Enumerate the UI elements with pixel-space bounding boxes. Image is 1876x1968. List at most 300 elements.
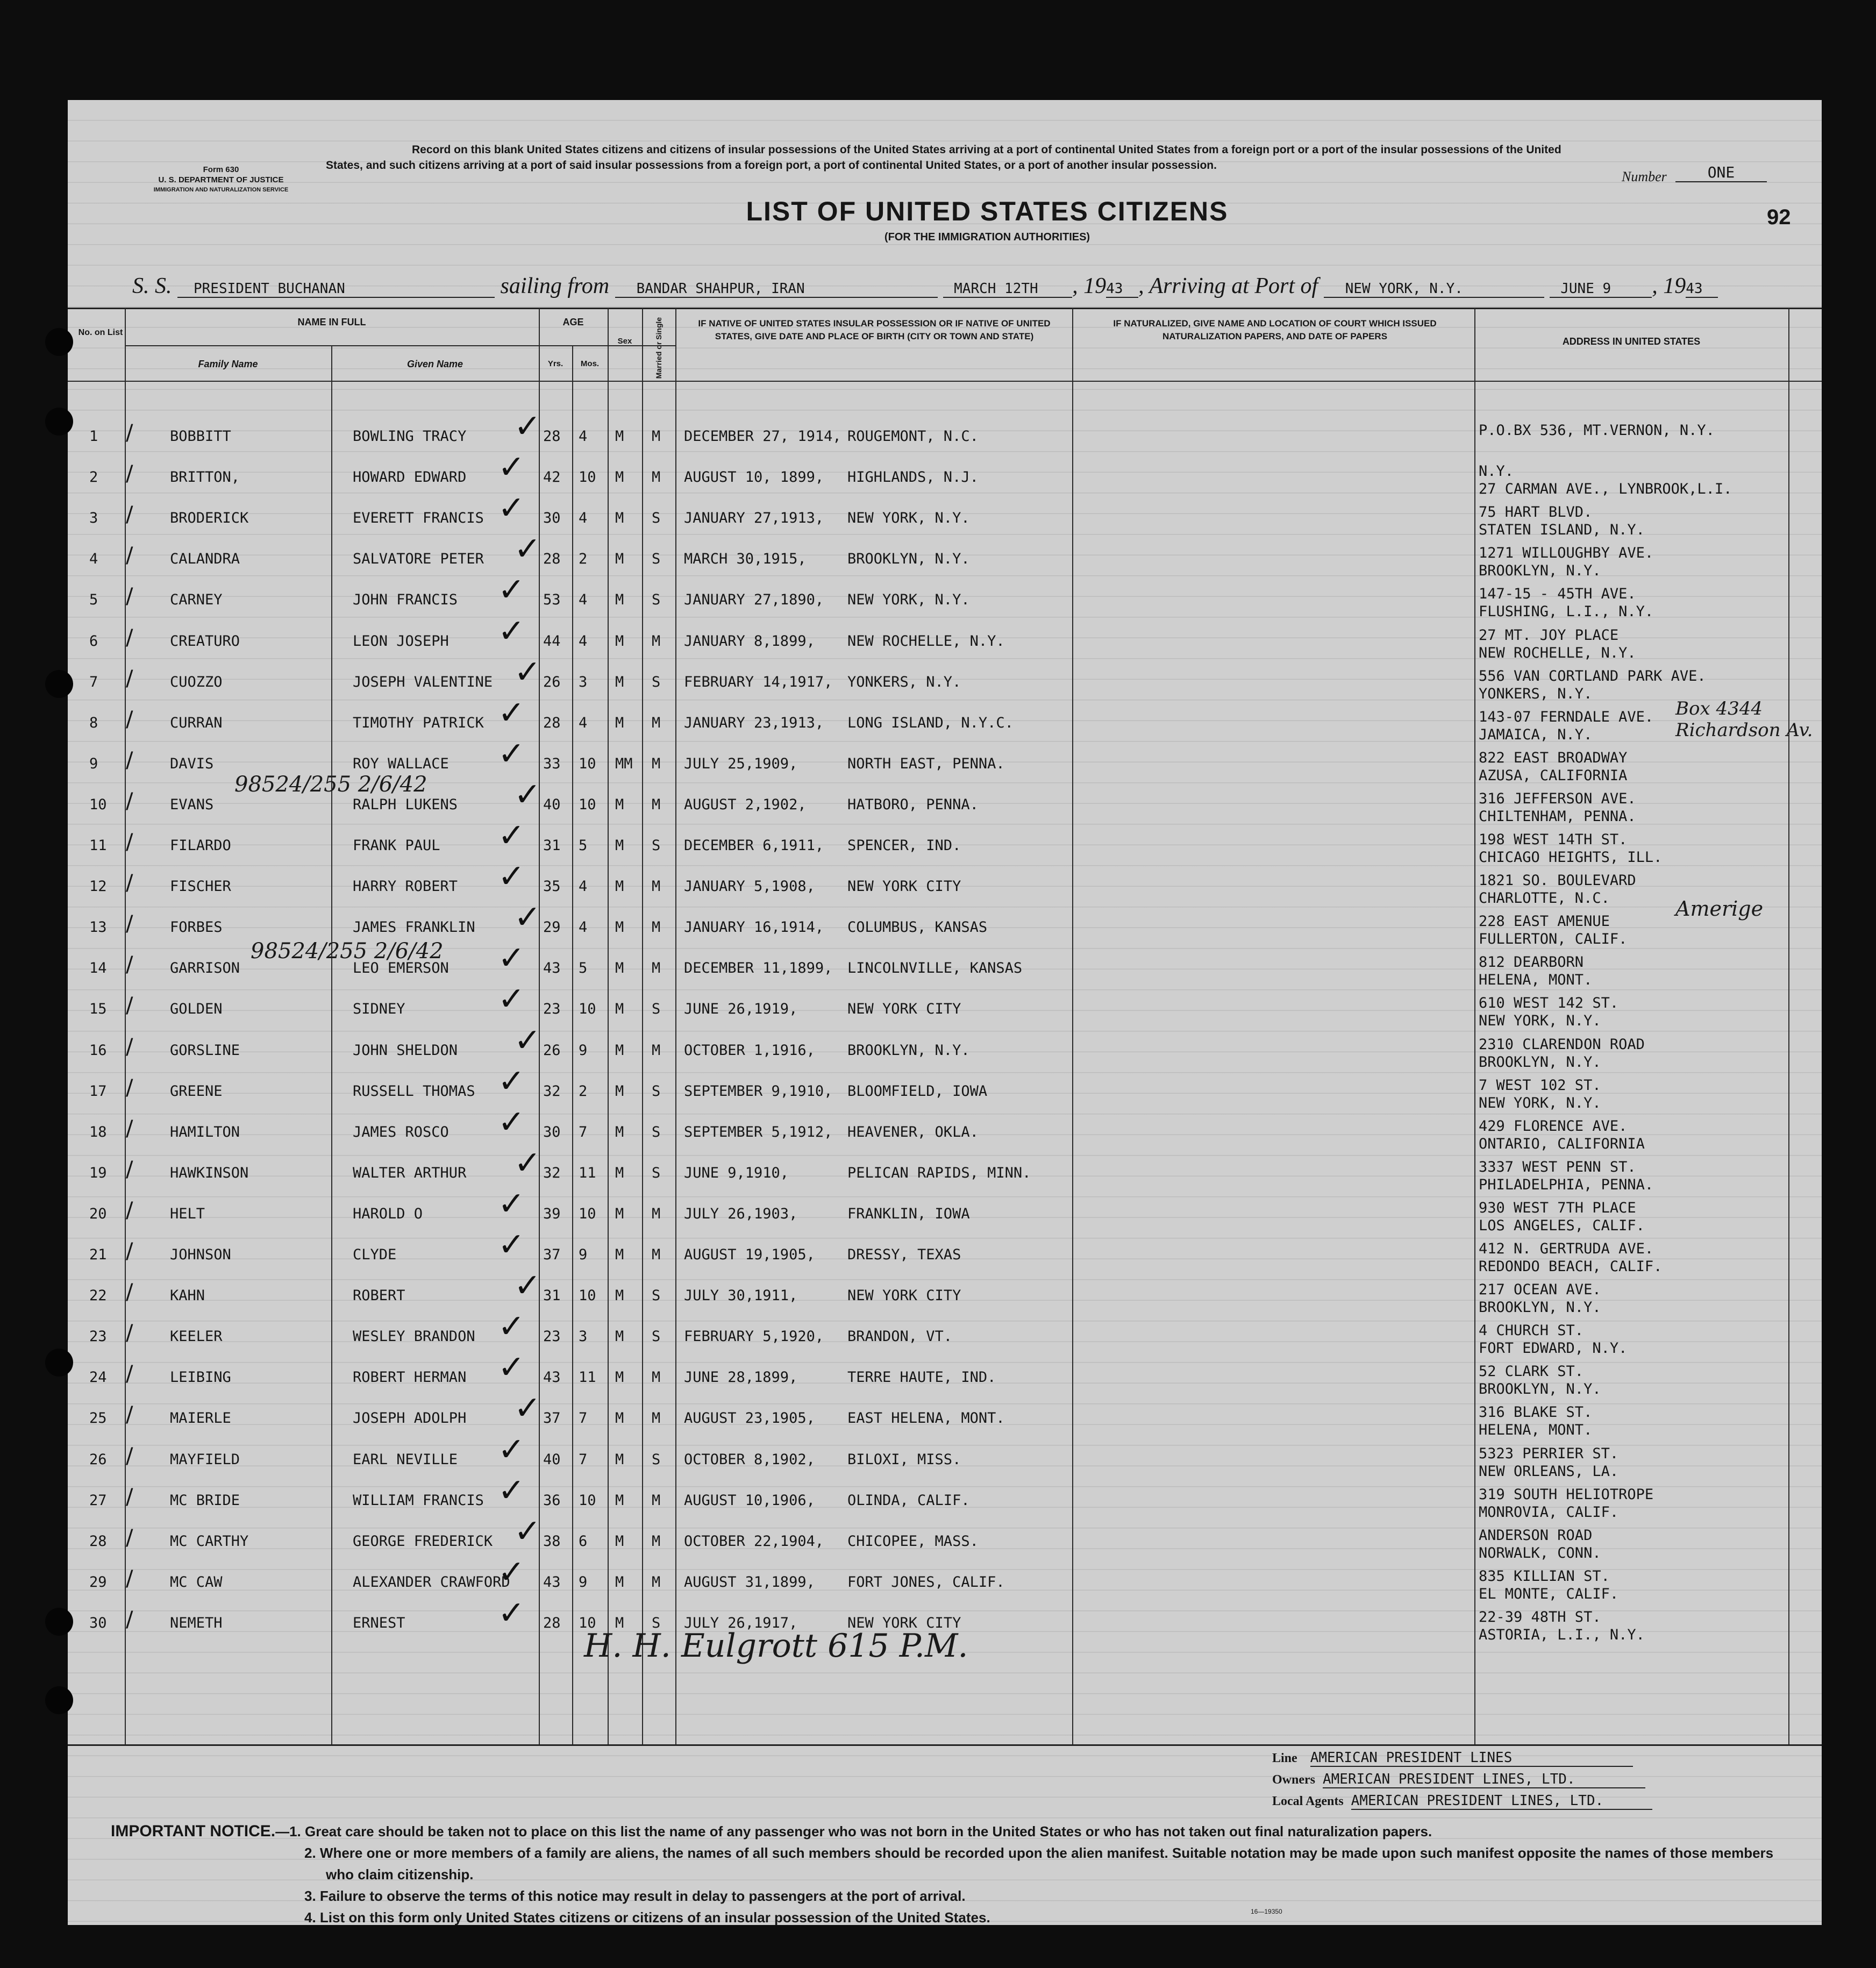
verification-check-icon: ✓ <box>514 653 541 691</box>
address <box>1479 422 1715 439</box>
age-years: 35 <box>543 878 561 895</box>
birth-date: FEBRUARY 14,1917, <box>684 673 833 690</box>
given-name: LEO EMERSON <box>353 960 449 977</box>
voyage-line: S. S. PRESIDENT BUCHANAN sailing from BANDAR SHAHPUR, IRAN MARCH 12TH , 1943 , Arriving at Port of NEW YORK, N.Y. JUNE 9 , 1943 <box>132 273 1718 305</box>
given-name: WILLIAM FRANCIS <box>353 1492 484 1509</box>
notice-item: 3. Failure to observe the terms of this notice may result in delay to passengers at the port of arrival. <box>304 1888 966 1904</box>
birth-date: OCTOBER 22,1904, <box>684 1532 824 1550</box>
address <box>1479 1117 1645 1153</box>
sex: M <box>615 1573 624 1591</box>
verification-check-icon: ✓ <box>498 448 525 487</box>
sex: M <box>615 1082 624 1100</box>
address-line-1: 4 CHURCH ST. <box>1479 1322 1584 1339</box>
row-number: 9 <box>89 755 98 772</box>
row-number: 12 <box>89 878 107 895</box>
age-years: 44 <box>543 632 561 650</box>
birth-place: HEAVENER, OKLA. <box>847 1123 979 1140</box>
page-subtitle: (FOR THE IMMIGRATION AUTHORITIES) <box>884 231 1090 243</box>
birth-date: JANUARY 8,1899, <box>684 632 815 650</box>
age-years: 26 <box>543 673 561 690</box>
row-tick-mark: / <box>126 1197 133 1223</box>
row-number: 8 <box>89 714 98 731</box>
arrival-year: 43 <box>1686 281 1718 298</box>
form-dept: U. S. DEPARTMENT OF JUSTICE <box>158 175 284 184</box>
age-months: 10 <box>579 1492 596 1509</box>
sex: M <box>615 1451 624 1468</box>
age-months: 5 <box>579 837 588 854</box>
family-name: CARNEY <box>170 591 223 609</box>
family-name: BRITTON, <box>170 469 240 486</box>
age-months: 4 <box>579 919 588 936</box>
verification-check-icon: ✓ <box>514 1267 541 1305</box>
row-tick-mark: / <box>126 1607 133 1632</box>
age-years: 28 <box>543 714 561 731</box>
family-name: MC BRIDE <box>170 1492 240 1509</box>
col-header-mos: Mos. <box>580 359 600 368</box>
page-number: 92 <box>1767 205 1791 229</box>
verification-check-icon: ✓ <box>498 735 525 773</box>
marital-status: S <box>652 510 661 527</box>
address-line-2: FLUSHING, L.I., N.Y. <box>1479 603 1654 621</box>
address-line-1: 5323 PERRIER ST. <box>1479 1445 1619 1462</box>
address <box>1479 912 1627 948</box>
given-name: HAROLD O <box>353 1205 423 1222</box>
birth-place: EAST HELENA, MONT. <box>847 1410 1005 1427</box>
family-name: MC CAW <box>170 1573 223 1591</box>
sex: M <box>615 469 624 486</box>
birth-place: NEW YORK CITY <box>847 878 961 895</box>
birth-place: BROOKLYN, N.Y. <box>847 1042 970 1059</box>
row-number: 4 <box>89 551 98 568</box>
sex: M <box>615 1001 624 1018</box>
age-months: 10 <box>579 469 596 486</box>
address-line-1: 2310 CLARENDON ROAD <box>1479 1036 1645 1053</box>
given-name: WESLEY BRANDON <box>353 1328 475 1345</box>
birth-place: HIGHLANDS, N.J. <box>847 469 979 486</box>
col-header-address: ADDRESS IN UNITED STATES <box>1562 336 1701 347</box>
birth-place: SPENCER, IND. <box>847 837 961 854</box>
marital-status: M <box>652 1246 661 1263</box>
given-name: JOSEPH ADOLPH <box>353 1410 467 1427</box>
row-tick-mark: / <box>126 707 133 732</box>
row-number: 6 <box>89 632 98 650</box>
row-number: 24 <box>89 1369 107 1386</box>
row-number: 26 <box>89 1451 107 1468</box>
address-line-1: 930 WEST 7TH PLACE <box>1479 1199 1636 1216</box>
marital-status: M <box>652 1205 661 1222</box>
birth-place: CHICOPEE, MASS. <box>847 1532 979 1550</box>
marital-status: S <box>652 1164 661 1181</box>
sex: M <box>615 1164 624 1181</box>
age-years: 36 <box>543 1492 561 1509</box>
family-name: HAWKINSON <box>170 1164 249 1181</box>
address-line-2: ASTORIA, L.I., N.Y. <box>1479 1626 1645 1643</box>
address <box>1479 1403 1592 1439</box>
verification-check-icon: ✓ <box>498 1062 525 1100</box>
address <box>1479 790 1636 825</box>
verification-check-icon: ✓ <box>498 1471 525 1509</box>
given-name: RALPH LUKENS <box>353 796 458 813</box>
birth-date: SEPTEMBER 5,1912, <box>684 1123 833 1140</box>
family-name: DAVIS <box>170 755 214 772</box>
row-tick-mark: / <box>126 543 133 568</box>
given-name: TIMOTHY PATRICK <box>353 714 484 731</box>
address-line-2: REDONDO BEACH, CALIF. <box>1479 1258 1663 1275</box>
address-line-2: NEW YORK, N.Y. <box>1479 1012 1601 1030</box>
birth-date: OCTOBER 8,1902, <box>684 1451 815 1468</box>
line-label: Line <box>1272 1751 1297 1765</box>
family-name: MAIERLE <box>170 1410 231 1427</box>
birth-place: BROOKLYN, N.Y. <box>847 551 970 568</box>
verification-check-icon: ✓ <box>514 1144 541 1182</box>
address-line-1: ANDERSON ROAD <box>1479 1527 1593 1544</box>
birth-place: BRANDON, VT. <box>847 1328 953 1345</box>
sex: M <box>615 1410 624 1427</box>
given-name: JOHN SHELDON <box>353 1042 458 1059</box>
important-notice <box>111 1821 1804 1928</box>
birth-place: BLOOMFIELD, IOWA <box>847 1082 988 1100</box>
age-years: 37 <box>543 1410 561 1427</box>
birth-place: ROUGEMONT, N.C. <box>847 428 979 445</box>
given-name: ROY WALLACE <box>353 755 449 772</box>
address-line-2: NORWALK, CONN. <box>1479 1544 1601 1561</box>
birth-place: FRANKLIN, IOWA <box>847 1205 970 1222</box>
age-months: 10 <box>579 1287 596 1304</box>
marital-status: S <box>652 551 661 568</box>
address <box>1479 994 1618 1030</box>
address <box>1479 872 1636 907</box>
marital-status: M <box>652 755 661 772</box>
form-number: Form 630 <box>203 165 239 174</box>
address <box>1479 1486 1653 1521</box>
birth-place: NORTH EAST, PENNA. <box>847 755 1005 772</box>
birth-place: NEW ROCHELLE, N.Y. <box>847 632 1005 650</box>
row-tick-mark: / <box>126 1361 133 1387</box>
family-name: JOHNSON <box>170 1246 231 1263</box>
row-tick-mark: / <box>126 871 133 896</box>
family-name: CALANDRA <box>170 551 240 568</box>
row-number: 21 <box>89 1246 107 1263</box>
birth-date: AUGUST 23,1905, <box>684 1410 815 1427</box>
evans-handwritten-note: 98524/255 2/6/42 <box>234 772 427 797</box>
marital-status: M <box>652 1532 661 1550</box>
row-tick-mark: / <box>126 461 133 487</box>
family-name: CREATURO <box>170 632 240 650</box>
birth-place: TERRE HAUTE, IND. <box>847 1369 996 1386</box>
sex: M <box>615 1287 624 1304</box>
row-number: 7 <box>89 673 98 690</box>
address-line-1: 316 BLAKE ST. <box>1479 1404 1593 1421</box>
birth-date: JUNE 9,1910, <box>684 1164 789 1181</box>
address <box>1479 1527 1601 1562</box>
address-line-1: 27 MT. JOY PLACE <box>1479 626 1619 644</box>
age-years: 28 <box>543 551 561 568</box>
address <box>1479 749 1627 785</box>
row-number: 13 <box>89 919 107 936</box>
form-identifier <box>132 165 310 195</box>
marital-status: M <box>652 796 661 813</box>
age-months: 3 <box>579 1328 588 1345</box>
age-years: 26 <box>543 1042 561 1059</box>
address <box>1479 1445 1618 1480</box>
row-number: 29 <box>89 1573 107 1591</box>
age-months: 3 <box>579 673 588 690</box>
address-line-2: HELENA, MONT. <box>1479 972 1593 989</box>
age-years: 31 <box>543 1287 561 1304</box>
age-years: 40 <box>543 1451 561 1468</box>
address <box>1479 462 1732 498</box>
address-line-2: BROOKLYN, N.Y. <box>1479 562 1601 580</box>
birth-date: AUGUST 10,1906, <box>684 1492 815 1509</box>
row-tick-mark: / <box>126 1402 133 1428</box>
number-value: ONE <box>1675 163 1767 182</box>
family-name: BRODERICK <box>170 510 249 527</box>
address-line-1: P.O.BX 536, MT.VERNON, N.Y. <box>1479 422 1715 439</box>
sex: M <box>615 1369 624 1386</box>
age-years: 28 <box>543 1614 561 1631</box>
address <box>1479 1567 1618 1603</box>
age-months: 10 <box>579 796 596 813</box>
marital-status: M <box>652 1042 661 1059</box>
birth-date: DECEMBER 11,1899, <box>684 960 833 977</box>
address-line-1: 1271 WILLOUGHBY AVE. <box>1479 545 1654 562</box>
row-tick-mark: / <box>126 1157 133 1182</box>
address-line-2: PHILADELPHIA, PENNA. <box>1479 1176 1654 1193</box>
sex: M <box>615 878 624 895</box>
sex: M <box>615 1205 624 1222</box>
given-name: ERNEST <box>353 1614 405 1631</box>
col-header-birth: IF NATIVE OF UNITED STATES INSULAR POSSESSION OR IF NATIVE OF UNITED STATES, GIVE DATE AND PLACE OF BIRTH (CITY OR TOWN AND STATE) <box>698 318 1051 341</box>
verification-check-icon: ✓ <box>498 817 525 854</box>
age-months: 4 <box>579 632 588 650</box>
address-line-2: NEW ROCHELLE, N.Y. <box>1479 644 1636 661</box>
age-years: 30 <box>543 1123 561 1140</box>
verification-check-icon: ✓ <box>498 858 525 896</box>
address-line-2: STATEN ISLAND, N.Y. <box>1479 522 1645 539</box>
age-years: 53 <box>543 591 561 609</box>
age-months: 7 <box>579 1451 588 1468</box>
family-name: MC CARTHY <box>170 1532 249 1550</box>
marital-status: M <box>652 878 661 895</box>
row-tick-mark: / <box>126 1280 133 1305</box>
row-tick-mark: / <box>126 420 133 445</box>
address <box>1479 544 1653 580</box>
sex: M <box>615 591 624 609</box>
row-tick-mark: / <box>126 747 133 773</box>
birth-place: NEW YORK CITY <box>847 1001 961 1018</box>
form-service: IMMIGRATION AND NATURALIZATION SERVICE <box>153 187 289 193</box>
row-tick-mark: / <box>126 502 133 527</box>
family-name: FILARDO <box>170 837 231 854</box>
birth-place: NEW YORK, N.Y. <box>847 591 970 609</box>
row-number: 25 <box>89 1410 107 1427</box>
given-name: JAMES FRANKLIN <box>353 919 475 936</box>
family-name: GARRISON <box>170 960 240 977</box>
row-number: 15 <box>89 1001 107 1018</box>
address-line-2: LOS ANGELES, CALIF. <box>1479 1217 1645 1234</box>
intro-text: Record on this blank United States citizens and citizens of insular possessions of the United States arriving at a port of continental United States from a foreign port or a port of the insular possessions of the United States, and such citizens arriving at a port of said insular possessions from a foreign port, a port of continental United States, or a port of another insular possession. <box>326 144 1561 172</box>
sex: M <box>615 1123 624 1140</box>
verification-check-icon: ✓ <box>498 1185 525 1223</box>
verification-check-icon: ✓ <box>498 612 525 650</box>
col-header-given: Given Name <box>406 359 463 369</box>
verification-check-icon: ✓ <box>498 1349 525 1387</box>
row-number: 1 <box>89 428 98 445</box>
age-years: 43 <box>543 960 561 977</box>
col-header-no: No. on List <box>78 328 123 337</box>
row-tick-mark: / <box>126 830 133 854</box>
departure-port: BANDAR SHAHPUR, IRAN <box>615 281 938 298</box>
marital-status: M <box>652 919 661 936</box>
marital-status: S <box>652 1287 661 1304</box>
birth-date: AUGUST 31,1899, <box>684 1573 815 1591</box>
owners-label: Owners <box>1272 1773 1315 1787</box>
birth-place: LINCOLNVILLE, KANSAS <box>847 960 1023 977</box>
birth-date: JANUARY 27,1913, <box>684 510 824 527</box>
given-name: HOWARD EDWARD <box>353 469 467 486</box>
arrival-date: JUNE 9 <box>1550 281 1652 298</box>
birth-place: NEW YORK, N.Y. <box>847 510 970 527</box>
birth-date: JULY 25,1909, <box>684 755 798 772</box>
address-line-2: JAMAICA, N.Y. <box>1479 726 1593 743</box>
address <box>1479 1240 1662 1275</box>
address-line-2: EL MONTE, CALIF. <box>1479 1585 1619 1602</box>
sex: M <box>615 1492 624 1509</box>
address <box>1479 626 1636 662</box>
birth-date: MARCH 30,1915, <box>684 551 807 568</box>
address-line-1: 75 HART BLVD. <box>1479 504 1593 521</box>
given-name: HARRY ROBERT <box>353 878 458 895</box>
notice-item: 2. Where one or more members of a family are aliens, the names of all such members should be recorded upon the alien manifest. Suitable notation may be made upon such manifest opposite the names of those members who claim citizenship. <box>304 1845 1774 1883</box>
age-years: 30 <box>543 510 561 527</box>
line-value: AMERICAN PRESIDENT LINES <box>1310 1750 1633 1767</box>
arrival-port: NEW YORK, N.Y. <box>1324 281 1544 298</box>
marital-status: S <box>652 591 661 609</box>
family-name: LEIBING <box>170 1369 231 1386</box>
given-name: EVERETT FRANCIS <box>353 510 484 527</box>
number-label: Number <box>1622 169 1667 184</box>
row-tick-mark: / <box>126 1484 133 1509</box>
family-name: FISCHER <box>170 878 231 895</box>
birth-date: JANUARY 5,1908, <box>684 878 815 895</box>
col-header-family: Family Name <box>198 359 258 369</box>
birth-date: JULY 26,1917, <box>684 1614 798 1631</box>
family-name: KEELER <box>170 1328 223 1345</box>
verification-check-icon: ✓ <box>498 571 525 609</box>
age-years: 23 <box>543 1328 561 1345</box>
address <box>1479 1199 1645 1235</box>
age-months: 4 <box>579 878 588 895</box>
sex: M <box>615 1532 624 1550</box>
row-tick-mark: / <box>126 952 133 978</box>
address-line-1: 429 FLORENCE AVE. <box>1479 1117 1628 1135</box>
row-number: 19 <box>89 1164 107 1181</box>
given-name: LEON JOSEPH <box>353 632 449 650</box>
verification-check-icon: ✓ <box>514 408 541 445</box>
age-years: 38 <box>543 1532 561 1550</box>
address-line-1: 198 WEST 14TH ST. <box>1479 831 1628 848</box>
verification-check-icon: ✓ <box>498 489 525 527</box>
address-line-1: 52 CLARK ST. <box>1479 1363 1584 1380</box>
forbes-address-correction: Amerige <box>1675 897 1764 921</box>
address-line-2: FORT EDWARD, N.Y. <box>1479 1340 1628 1357</box>
verification-check-icon: ✓ <box>498 1553 525 1591</box>
birth-place: LONG ISLAND, N.Y.C. <box>847 714 1014 731</box>
row-tick-mark: / <box>126 666 133 691</box>
age-months: 7 <box>579 1410 588 1427</box>
notice-item: —1. Great care should be taken not to place on this list the name of any passenger who was not born in the United States or who has not taken out final naturalization papers. <box>275 1823 1432 1839</box>
verification-check-icon: ✓ <box>498 980 525 1018</box>
sail-year: 43 <box>1106 281 1138 298</box>
age-months: 9 <box>579 1246 588 1263</box>
arr-year-prefix: 19 <box>1663 274 1686 298</box>
given-name: RUSSELL THOMAS <box>353 1082 475 1100</box>
birth-date: AUGUST 19,1905, <box>684 1246 815 1263</box>
address-line-1: 3337 WEST PENN ST. <box>1479 1158 1636 1175</box>
age-months: 4 <box>579 510 588 527</box>
row-number: 10 <box>89 796 107 813</box>
notice-item: 4. List on this form only United States citizens or citizens of an insular possession of the United States. <box>304 1909 990 1926</box>
family-name: EVANS <box>170 796 214 813</box>
birth-place: DRESSY, TEXAS <box>847 1246 961 1263</box>
verification-check-icon: ✓ <box>514 899 541 937</box>
marital-status: S <box>652 673 661 690</box>
row-number: 17 <box>89 1082 107 1100</box>
curran-address-correction: Box 4344 Richardson Av. <box>1675 698 1813 741</box>
age-years: 37 <box>543 1246 561 1263</box>
sex: M <box>615 796 624 813</box>
row-number: 5 <box>89 591 98 609</box>
col-header-married <box>642 315 675 380</box>
sailing-label: sailing from <box>500 274 610 298</box>
family-name: CUOZZO <box>170 673 223 690</box>
birth-date: JANUARY 23,1913, <box>684 714 824 731</box>
address-line-2: AZUSA, CALIFORNIA <box>1479 767 1628 784</box>
col-header-age: AGE <box>562 317 584 327</box>
birth-place: OLINDA, CALIF. <box>847 1492 970 1509</box>
given-name: JOSEPH VALENTINE <box>353 673 493 690</box>
col-header-naturalized: IF NATURALIZED, GIVE NAME AND LOCATION OF COURT WHICH ISSUED NATURALIZATION PAPERS, AND DATE OF PAPERS <box>1113 318 1437 341</box>
given-name: SIDNEY <box>353 1001 405 1018</box>
marital-status: S <box>652 1123 661 1140</box>
verification-check-icon: ✓ <box>498 1103 525 1141</box>
row-tick-mark: / <box>126 788 133 814</box>
age-years: 32 <box>543 1082 561 1100</box>
family-name: NEMETH <box>170 1614 223 1631</box>
age-years: 33 <box>543 755 561 772</box>
address-line-1: N.Y. <box>1479 463 1514 480</box>
row-tick-mark: / <box>126 1321 133 1346</box>
address-line-1: 228 EAST AMENUE <box>1479 913 1610 930</box>
address-line-1: 22-39 48TH ST. <box>1479 1608 1601 1625</box>
birth-date: OCTOBER 1,1916, <box>684 1042 815 1059</box>
birth-place: FORT JONES, CALIF. <box>847 1573 1005 1591</box>
address-line-1: 217 OCEAN AVE. <box>1479 1281 1601 1299</box>
address-line-2: FULLERTON, CALIF. <box>1479 931 1628 948</box>
agents-label: Local Agents <box>1272 1794 1344 1808</box>
family-name: HAMILTON <box>170 1123 240 1140</box>
birth-date: AUGUST 10, 1899, <box>684 469 824 486</box>
age-years: 42 <box>543 469 561 486</box>
marital-status: S <box>652 1001 661 1018</box>
given-name: FRANK PAUL <box>353 837 440 854</box>
sex: M <box>615 1042 624 1059</box>
row-tick-mark: / <box>126 1566 133 1591</box>
age-months: 10 <box>579 1614 596 1631</box>
sex: M <box>615 1614 624 1631</box>
row-number: 20 <box>89 1205 107 1222</box>
address-line-2: BROOKLYN, N.Y. <box>1479 1299 1601 1316</box>
